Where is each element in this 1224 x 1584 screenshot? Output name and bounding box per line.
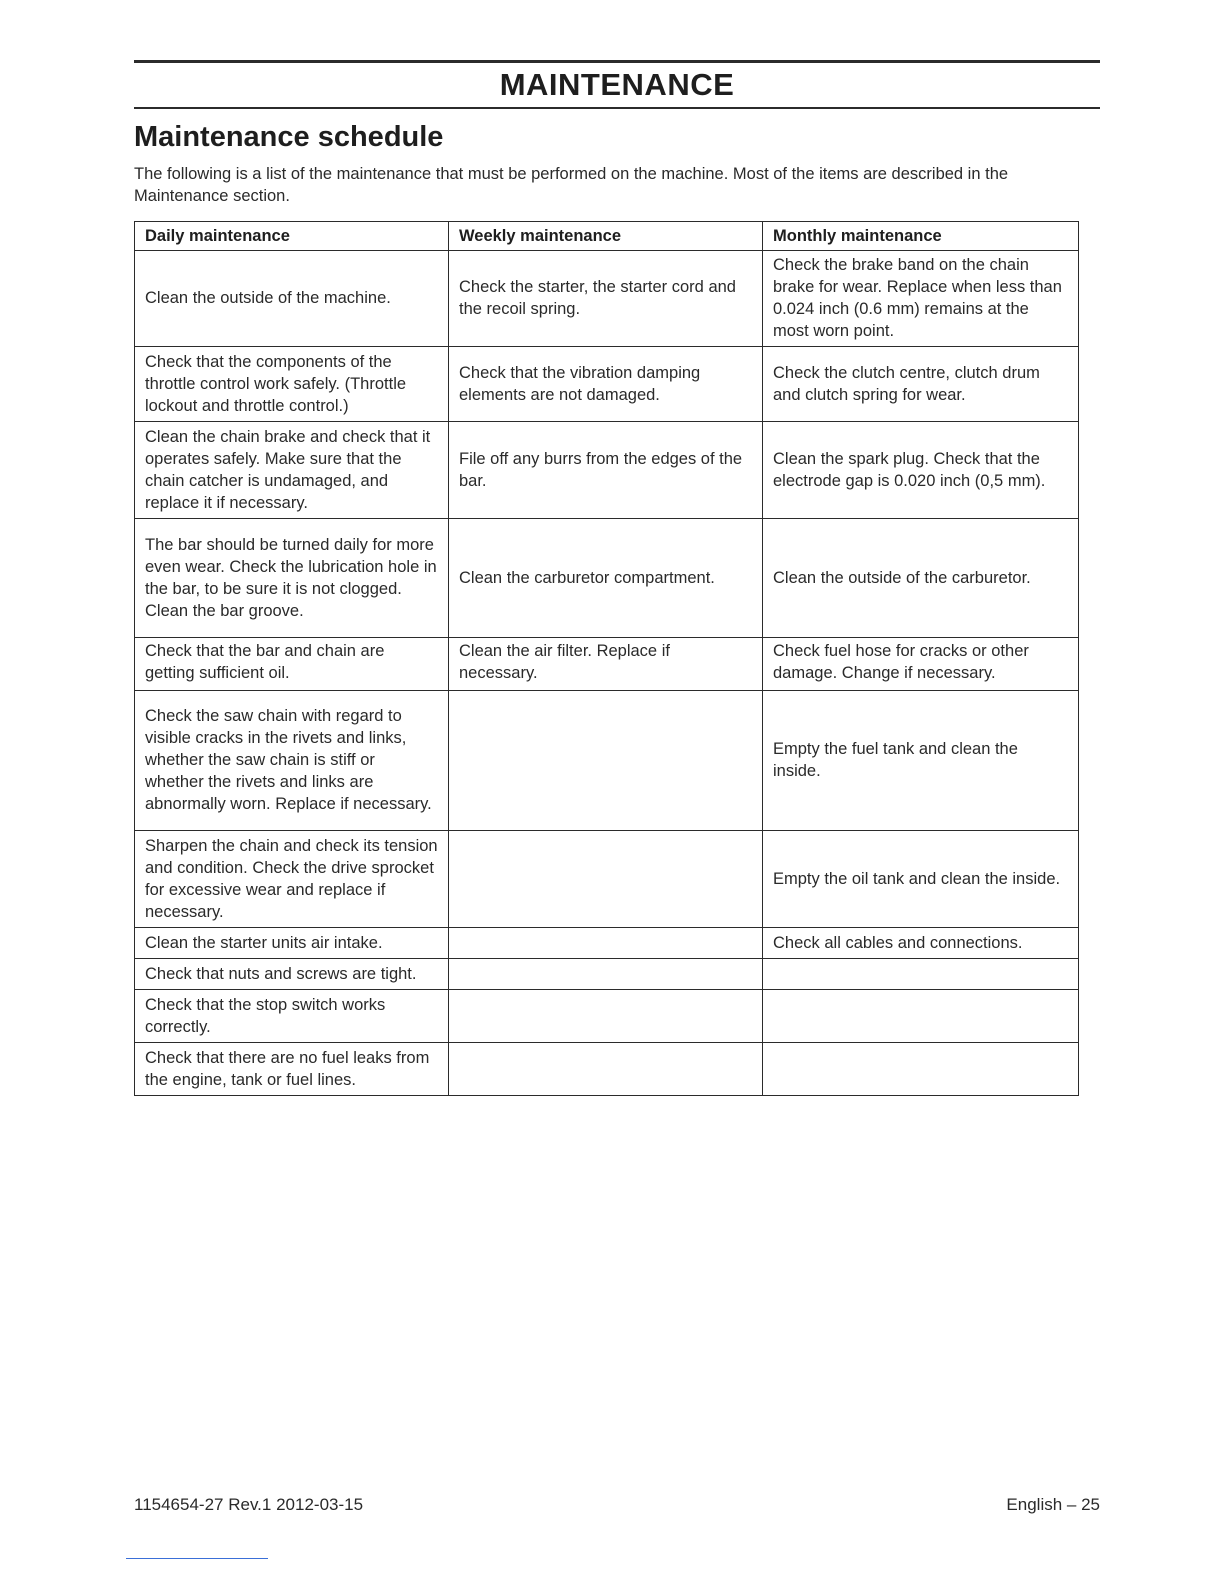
weekly-cell [449, 959, 763, 990]
table-row [135, 831, 1079, 928]
weekly-cell [449, 1043, 763, 1096]
daily-cell: The bar should be turned daily for more even wear. Check the lubrication hole in the bar, to be sure it is not clogged. Clean the bar groove. [135, 519, 449, 638]
weekly-cell [449, 691, 763, 831]
table-row [135, 959, 1079, 990]
monthly-cell: Check all cables and connections. [763, 928, 1079, 959]
weekly-cell: Check that the vibration damping elements are not damaged. [449, 347, 763, 422]
weekly-cell: Clean the air filter. Replace if necessary. [449, 638, 763, 691]
weekly-cell [449, 831, 763, 928]
table-row [135, 1043, 1079, 1096]
footer-doc-id: 1154654-27 Rev.1 2012-03-15 [134, 1495, 364, 1514]
weekly-cell [449, 928, 763, 959]
table-header-row [135, 222, 1079, 251]
bottom-rule [134, 107, 1100, 109]
intro-paragraph: The following is a list of the maintenance that must be performed on the machine. Most of the items are described in the Maintenance section. [134, 165, 1009, 205]
table-row [135, 347, 1079, 422]
daily-cell: Check that the bar and chain are getting sufficient oil. [135, 638, 449, 691]
table-row [135, 990, 1079, 1043]
table-row [135, 638, 1079, 691]
weekly-cell: Clean the carburetor compartment. [449, 519, 763, 638]
daily-cell: Sharpen the chain and check its tension and condition. Check the drive sprocket for excessive wear and replace if necessary. [135, 831, 449, 928]
monthly-cell [763, 990, 1079, 1043]
page-heading: Maintenance schedule [134, 121, 444, 153]
monthly-cell: Empty the fuel tank and clean the inside. [763, 691, 1079, 831]
footer-page-label: English – 25 [1006, 1495, 1100, 1514]
daily-cell: Check that the stop switch works correctly. [135, 990, 449, 1043]
table-row [135, 519, 1079, 638]
monthly-cell: Empty the oil tank and clean the inside. [763, 831, 1079, 928]
daily-cell: Clean the outside of the machine. [135, 251, 449, 347]
monthly-cell: Clean the spark plug. Check that the electrode gap is 0.020 inch (0,5 mm). [763, 422, 1079, 519]
weekly-cell: File off any burrs from the edges of the bar. [449, 422, 763, 519]
monthly-cell [763, 1043, 1079, 1096]
table-row [135, 928, 1079, 959]
table-row [135, 691, 1079, 831]
monthly-cell: Check fuel hose for cracks or other damage. Change if necessary. [763, 638, 1079, 691]
table-row [135, 422, 1079, 519]
section-title: MAINTENANCE [499, 67, 735, 102]
daily-cell: Clean the chain brake and check that it operates safely. Make sure that the chain catcher is undamaged, and replace it if necessary. [135, 422, 449, 519]
monthly-cell: Check the brake band on the chain brake for wear. Replace when less than 0.024 inch (0.6 mm) remains at the most worn point. [763, 251, 1079, 347]
daily-cell: Check that the components of the throttle control work safely. (Throttle lockout and throttle control.) [135, 347, 449, 422]
daily-cell: Clean the starter units air intake. [135, 928, 449, 959]
maintenance-schedule-table [134, 221, 1079, 1096]
monthly-cell: Clean the outside of the carburetor. [763, 519, 1079, 638]
header-monthly: Monthly maintenance [763, 222, 1079, 251]
weekly-cell [449, 990, 763, 1043]
header-weekly: Weekly maintenance [449, 222, 763, 251]
daily-cell: Check that nuts and screws are tight. [135, 959, 449, 990]
daily-cell: Check that there are no fuel leaks from the engine, tank or fuel lines. [135, 1043, 449, 1096]
monthly-cell [763, 959, 1079, 990]
header-daily: Daily maintenance [135, 222, 449, 251]
weekly-cell: Check the starter, the starter cord and the recoil spring. [449, 251, 763, 347]
monthly-cell: Check the clutch centre, clutch drum and clutch spring for wear. [763, 347, 1079, 422]
page-content [134, 60, 1100, 1096]
edge-line-decoration [126, 1558, 268, 1559]
daily-cell: Check the saw chain with regard to visible cracks in the rivets and links, whether the saw chain is stiff or whether the rivets and links are abnormally worn. Replace if necessary. [135, 691, 449, 831]
table-row [135, 251, 1079, 347]
